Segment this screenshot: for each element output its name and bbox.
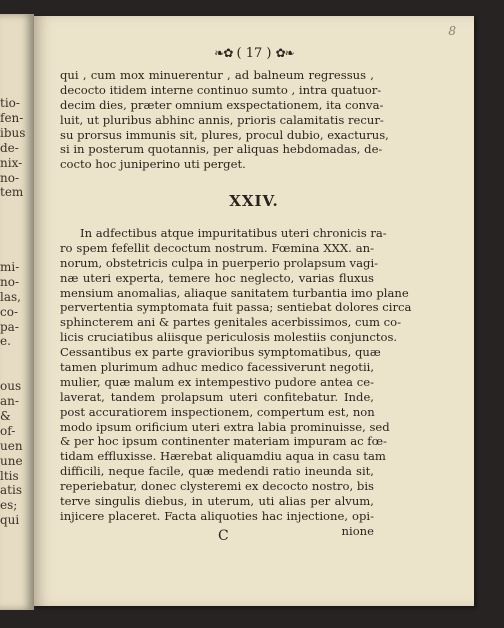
text-line: Cessantibus ex parte gravioribus symptomatibus, quæ (60, 345, 381, 360)
corner-mark: 8 (448, 24, 456, 38)
facing-page-fragment: no- (0, 274, 20, 289)
text-line: norum, obstetricis culpa in puerperio prolapsum vagi- (60, 255, 379, 270)
text-line: In adfectibus atque impuritatibus uteri chronicis ra- (80, 226, 387, 240)
facing-page-fragment: co- (0, 304, 18, 319)
ornament-right-icon: ✿❧ (275, 46, 294, 60)
text-line: & per hoc ipsum continenter materiam impuram ac fœ- (60, 434, 387, 449)
facing-page-fragment: ibus (0, 125, 26, 140)
facing-page-fragment: of- (0, 423, 16, 438)
facing-page-fragment: las, (0, 289, 21, 304)
facing-page-fragment: mi- (0, 259, 20, 274)
facing-page-fragment: an- (0, 394, 19, 408)
text-line: tamen plurimum adhuc medico facessiverunt negotii, (60, 360, 375, 375)
ornament-left-icon: ❧✿ (214, 46, 233, 60)
text-line: reperiebatur, donec clysteremi ex decocto nostro, bis (60, 479, 374, 494)
facing-page-fragment: e. (0, 334, 11, 349)
text-line: modo ipsum orificium uteri extra labia prominuisse, sed (60, 419, 390, 434)
text-line: pervertentia symptomata fuit passa; sentiebat dolores circa (60, 300, 412, 315)
text-line: laverat, tandem prolapsum uteri confitebatur. Inde, (60, 389, 374, 404)
text-line: sphincterem ani & partes genitales acerbissimos, cum co- (60, 315, 402, 330)
facing-page-fragment: fen- (0, 110, 24, 125)
text-line: licis cruciatibus aliisque periculosis molestiis conjunctos. (60, 330, 398, 345)
facing-page-fragment: uen (0, 438, 23, 453)
text-line: si in posterum quotannis, per aliquas hebdomadas, de- (60, 142, 383, 157)
facing-page-fragment: nix- (0, 155, 23, 170)
facing-page-fragment: & (0, 408, 11, 423)
facing-page-fragment: une (0, 453, 23, 468)
page-number: ( 17 ) (236, 46, 272, 61)
facing-page-fragment: es; (0, 498, 18, 513)
facing-page-fragment: pa- (0, 319, 19, 334)
paragraph-1 (60, 68, 389, 172)
page-header (34, 46, 474, 61)
text-line: injicere placeret. Facta aliquoties hac injectione, opi- (60, 508, 374, 523)
text-line: cocto hoc juniperino uti perget. (60, 157, 246, 172)
section-heading: XXIV. (229, 192, 279, 210)
text-line: mulier, quæ malum ex intempestivo pudore antea ce- (60, 374, 374, 389)
text-line: su prorsus immunis sit, plures, procul dubio, exacturus, (60, 127, 389, 142)
catchword: nione (341, 523, 374, 538)
facing-page-fragment: ltis (0, 468, 19, 483)
signature-mark: C (218, 528, 229, 544)
text-line: qui , cum mox minuerentur , ad balneum regressus , (60, 68, 374, 82)
facing-page-edge (0, 14, 34, 610)
facing-page-fragment: de- (0, 140, 19, 155)
text-line: terve singulis diebus, in uterum, uti alias per alvum, (60, 494, 374, 509)
facing-page-fragment: no- (0, 170, 20, 185)
text-line: decocto itidem interne continuo sumto , intra quatuor- (60, 82, 382, 97)
facing-page-fragment: qui (0, 513, 20, 528)
text-line: difficili, neque facile, quæ medendi ratio ineunda sit, (60, 464, 374, 479)
text-line: post accuratiorem inspectionem, compertum est, non (60, 404, 375, 419)
text-line: luit, ut pluribus abhinc annis, prioris calamitatis recur- (60, 112, 384, 127)
facing-page-fragment: tem (0, 185, 24, 200)
text-line: mensium anomalias, aliaque sanitatem turbantia imo plane (60, 285, 409, 300)
text-line: decim dies, præter omnium exspectationem, ita conva- (60, 97, 384, 112)
text-line: ro spem fefellit decoctum nostrum. Fœmina XXX. an- (60, 240, 374, 255)
facing-page-fragment: ous (0, 379, 22, 394)
book-page (34, 16, 474, 606)
facing-page-fragment: tio- (0, 96, 20, 110)
paragraph-2 (60, 226, 412, 539)
text-line: tidam effluxisse. Hærebat aliquamdiu aqua in casu tam (60, 449, 386, 464)
facing-page-fragment: atis (0, 483, 22, 498)
text-line: næ uteri experta, temere hoc neglecto, varias fluxus (60, 270, 374, 285)
